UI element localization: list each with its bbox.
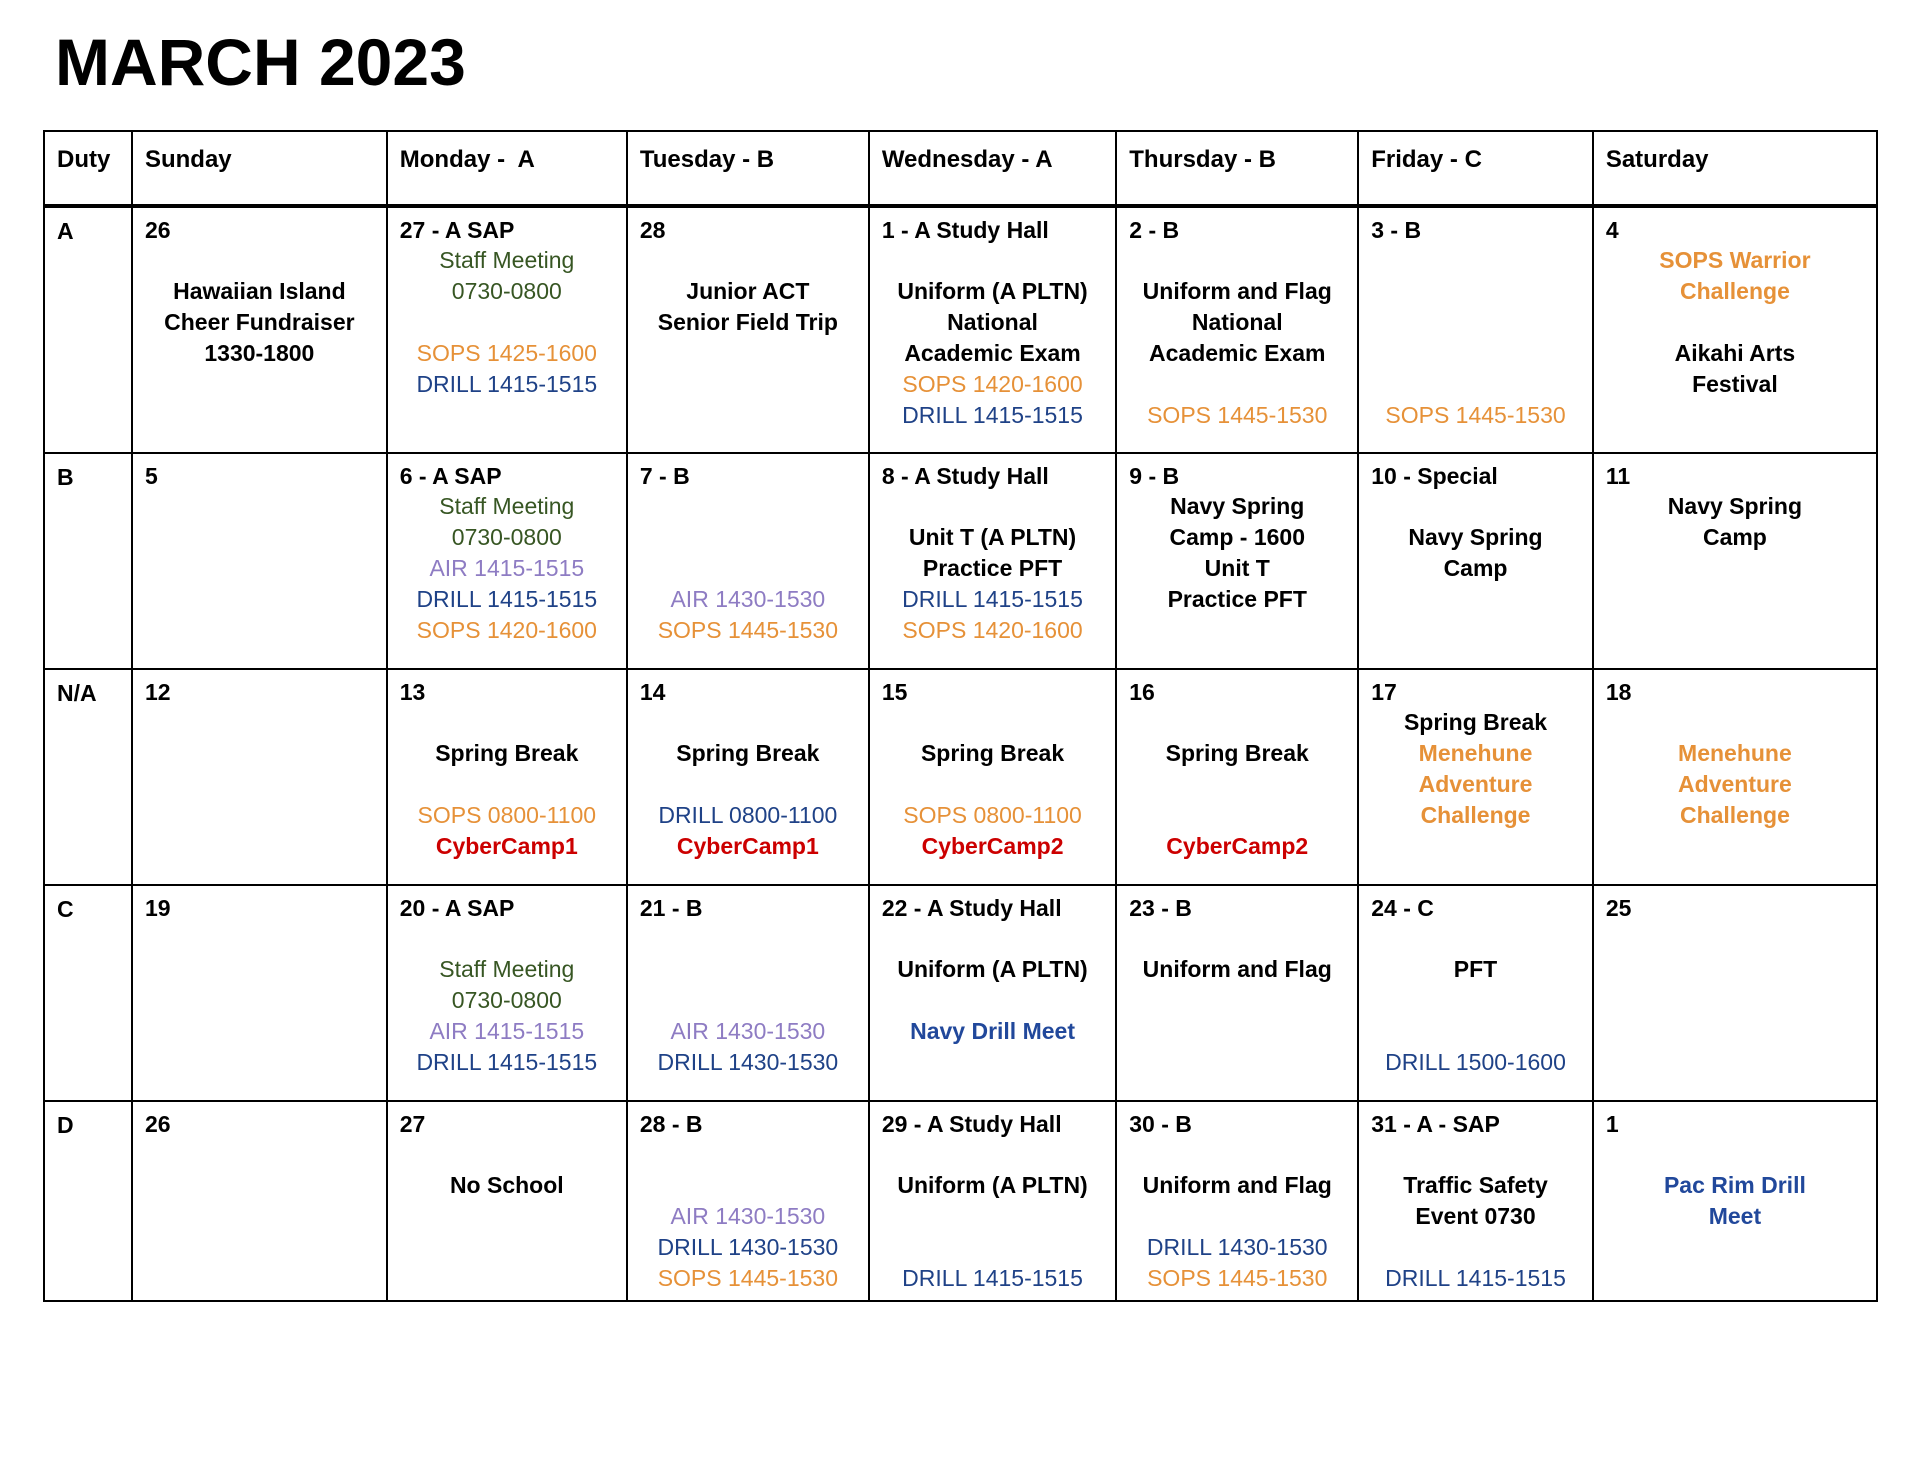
event-line: 0730-0800 xyxy=(451,278,562,304)
event-line: Staff Meeting xyxy=(439,493,575,519)
calendar-cell xyxy=(627,453,869,669)
spacer-line xyxy=(1359,338,1592,369)
event-line: Navy Spring xyxy=(1667,493,1803,519)
event-line: DRILL 1415-1515 xyxy=(416,371,598,397)
event-line: Spring Break xyxy=(1165,740,1309,766)
event-line: AIR 1430-1530 xyxy=(670,1203,826,1229)
duty-cell xyxy=(44,453,132,669)
calendar-cell xyxy=(869,885,1116,1101)
calendar-cell xyxy=(387,885,627,1101)
spacer-line xyxy=(1359,491,1592,522)
event-line: Navy Spring xyxy=(1408,524,1543,550)
calendar-cell xyxy=(1593,669,1877,885)
event-line: Academic Exam xyxy=(904,340,1081,366)
spacer-line xyxy=(628,553,868,584)
day-number: 29 - A Study Hall xyxy=(881,1111,1062,1137)
calendar-cell xyxy=(627,206,869,453)
day-number: 14 xyxy=(639,679,666,705)
spacer-line xyxy=(1117,707,1357,738)
calendar-cell xyxy=(1593,885,1877,1101)
spacer-line xyxy=(870,245,1115,276)
event-line: SOPS 0800-1100 xyxy=(903,802,1082,828)
day-number: 5 xyxy=(144,463,158,489)
duty-cell xyxy=(44,885,132,1101)
day-number: 7 - B xyxy=(639,463,690,489)
day-number: 31 - A - SAP xyxy=(1371,1111,1500,1137)
event-line: Spring Break xyxy=(676,740,820,766)
event-line: 1330-1800 xyxy=(204,340,315,366)
event-line: Camp xyxy=(1702,524,1767,550)
spacer-line xyxy=(628,985,868,1016)
spacer-line xyxy=(1117,245,1357,276)
event-line: Meet xyxy=(1708,1203,1762,1229)
calendar-cell xyxy=(132,1101,387,1301)
event-line: Challenge xyxy=(1420,802,1531,828)
spacer-line xyxy=(870,923,1115,954)
header-cell-5: Thursday - B xyxy=(1116,131,1358,206)
calendar-cell xyxy=(869,1101,1116,1301)
spacer-line xyxy=(628,923,868,954)
day-number: 21 - B xyxy=(639,895,703,921)
event-line: AIR 1430-1530 xyxy=(670,1018,826,1044)
event-line: SOPS Warrior xyxy=(1659,247,1811,273)
day-number: 4 xyxy=(1605,217,1619,243)
event-line: Aikahi Arts xyxy=(1674,340,1796,366)
event-line: DRILL 1500-1600 xyxy=(1385,1049,1566,1075)
day-number: 16 xyxy=(1129,679,1155,705)
calendar-cell xyxy=(1116,1101,1358,1301)
duty-label: A xyxy=(57,218,74,244)
event-line: DRILL 0800-1100 xyxy=(658,802,838,828)
calendar-cell xyxy=(387,1101,627,1301)
spacer-line xyxy=(1359,307,1592,338)
event-line: SOPS 1445-1530 xyxy=(657,1265,838,1291)
calendar-cell xyxy=(1358,669,1593,885)
calendar-cell xyxy=(1358,1101,1593,1301)
calendar-cell xyxy=(627,669,869,885)
event-line: Navy Drill Meet xyxy=(910,1018,1075,1044)
day-number: 15 xyxy=(881,679,908,705)
calendar-cell xyxy=(1358,206,1593,453)
event-line: Pac Rim Drill xyxy=(1663,1172,1806,1198)
day-number: 26 xyxy=(144,1111,171,1137)
calendar-body xyxy=(44,206,1877,1301)
day-number: 1 xyxy=(1605,1111,1619,1137)
event-line: Menehune xyxy=(1418,740,1533,766)
header-cell-0: Duty xyxy=(44,131,132,206)
event-line: AIR 1415-1515 xyxy=(429,555,585,581)
event-line: Staff Meeting xyxy=(439,956,575,982)
calendar-cell xyxy=(869,669,1116,885)
spacer-line xyxy=(1359,276,1592,307)
day-number: 28 xyxy=(639,217,666,243)
event-line: DRILL 1415-1515 xyxy=(416,586,598,612)
event-line: SOPS 1420-1600 xyxy=(902,371,1083,397)
event-line: CyberCamp1 xyxy=(435,833,578,859)
event-line: SOPS 1425-1600 xyxy=(416,340,597,366)
spacer-line xyxy=(133,245,386,276)
spacer-line xyxy=(388,307,626,338)
calendar-cell xyxy=(132,669,387,885)
event-line: Challenge xyxy=(1679,278,1790,304)
day-number: 13 xyxy=(399,679,426,705)
day-number: 17 xyxy=(1371,679,1397,705)
event-line: SOPS 0800-1100 xyxy=(417,802,597,828)
day-number: 28 - B xyxy=(639,1111,703,1137)
spacer-line xyxy=(1359,1016,1592,1047)
event-line: National xyxy=(1191,309,1283,335)
spacer-line xyxy=(1117,1139,1357,1170)
calendar-cell xyxy=(627,1101,869,1301)
event-line: AIR 1430-1530 xyxy=(670,586,826,612)
spacer-line xyxy=(870,769,1115,800)
event-line: CyberCamp2 xyxy=(921,833,1064,859)
spacer-line xyxy=(870,707,1115,738)
day-number: 19 xyxy=(144,895,171,921)
spacer-line xyxy=(1117,1201,1357,1232)
event-line: Uniform (A PLTN) xyxy=(897,1172,1088,1198)
event-line: AIR 1415-1515 xyxy=(429,1018,585,1044)
spacer-line xyxy=(1117,800,1357,831)
event-line: SOPS 1420-1600 xyxy=(416,617,597,643)
event-line: Festival xyxy=(1692,371,1778,397)
event-line: Staff Meeting xyxy=(439,247,575,273)
header-cell-4: Wednesday - A xyxy=(869,131,1116,206)
spacer-line xyxy=(1359,923,1592,954)
event-line: DRILL 1415-1515 xyxy=(416,1049,598,1075)
event-line: PFT xyxy=(1453,956,1498,982)
event-line: Spring Break xyxy=(435,740,579,766)
header-cell-7: Saturday xyxy=(1593,131,1877,206)
calendar-cell xyxy=(387,206,627,453)
event-line: DRILL 1430-1530 xyxy=(657,1234,839,1260)
event-line: Camp - 1600 xyxy=(1169,524,1305,550)
event-line: Camp xyxy=(1443,555,1508,581)
duty-cell xyxy=(44,1101,132,1301)
event-line: Unit T (A PLTN) xyxy=(908,524,1077,550)
header-cell-6: Friday - C xyxy=(1358,131,1593,206)
event-line: Unit T xyxy=(1204,555,1270,581)
day-number: 18 xyxy=(1605,679,1632,705)
spacer-line xyxy=(870,491,1115,522)
day-number: 27 - A SAP xyxy=(399,217,515,243)
spacer-line xyxy=(628,707,868,738)
event-line: DRILL 1430-1530 xyxy=(1146,1234,1328,1260)
event-line: CyberCamp1 xyxy=(676,833,819,859)
spacer-line xyxy=(870,1201,1115,1232)
event-line: DRILL 1415-1515 xyxy=(902,402,1083,428)
spacer-line xyxy=(1594,1139,1876,1170)
event-line: Hawaiian Island xyxy=(173,278,346,304)
day-number: 30 - B xyxy=(1129,1111,1192,1137)
spacer-line xyxy=(1359,1232,1592,1263)
duty-label: N/A xyxy=(57,680,97,706)
page-title: MARCH 2023 xyxy=(55,25,466,99)
event-line: Challenge xyxy=(1679,802,1790,828)
event-line: Junior ACT xyxy=(686,278,810,304)
spacer-line xyxy=(628,954,868,985)
event-line: Practice PFT xyxy=(1167,586,1307,612)
spacer-line xyxy=(628,491,868,522)
calendar-row-a xyxy=(44,206,1877,453)
event-line: Event 0730 xyxy=(1415,1203,1536,1229)
event-line: SOPS 1420-1600 xyxy=(902,617,1083,643)
event-line: Menehune xyxy=(1678,740,1792,766)
duty-label: C xyxy=(57,896,74,922)
calendar-cell xyxy=(1593,1101,1877,1301)
event-line: DRILL 1415-1515 xyxy=(1385,1265,1566,1291)
event-line: Uniform (A PLTN) xyxy=(897,956,1088,982)
event-line: Spring Break xyxy=(920,740,1065,766)
calendar-header-row xyxy=(44,131,1877,206)
duty-cell xyxy=(44,669,132,885)
spacer-line xyxy=(1117,769,1357,800)
calendar-cell xyxy=(387,669,627,885)
event-line: Adventure xyxy=(1678,771,1792,797)
calendar-cell xyxy=(132,206,387,453)
event-line: Senior Field Trip xyxy=(657,309,838,335)
duty-label: B xyxy=(57,464,74,490)
calendar-cell xyxy=(132,885,387,1101)
spacer-line xyxy=(870,1139,1115,1170)
calendar-cell xyxy=(1116,453,1358,669)
spacer-line xyxy=(1359,985,1592,1016)
spacer-line xyxy=(1594,707,1876,738)
event-line: Uniform and Flag xyxy=(1142,278,1332,304)
spacer-line xyxy=(1117,369,1357,400)
event-line: 0730-0800 xyxy=(451,524,562,550)
calendar-row-c xyxy=(44,885,1877,1101)
spacer-line xyxy=(388,923,626,954)
calendar-cell xyxy=(1116,885,1358,1101)
spacer-line xyxy=(1117,923,1357,954)
day-number: 9 - B xyxy=(1129,463,1180,489)
calendar-cell xyxy=(1116,669,1358,885)
event-line: SOPS 1445-1530 xyxy=(657,617,838,643)
header-cell-2: Monday - A xyxy=(387,131,627,206)
calendar-row-b xyxy=(44,453,1877,669)
event-line: Academic Exam xyxy=(1149,340,1326,366)
spacer-line xyxy=(628,245,868,276)
calendar-cell xyxy=(869,206,1116,453)
calendar-cell xyxy=(1116,206,1358,453)
event-line: Navy Spring xyxy=(1170,493,1305,519)
calendar-row-d xyxy=(44,1101,1877,1301)
event-line: Uniform and Flag xyxy=(1142,1172,1332,1198)
day-number: 2 - B xyxy=(1129,217,1180,243)
spacer-line xyxy=(1359,1139,1592,1170)
day-number: 10 - Special xyxy=(1371,463,1498,489)
event-line: DRILL 1415-1515 xyxy=(902,1265,1083,1291)
day-number: 22 - A Study Hall xyxy=(881,895,1062,921)
calendar-cell xyxy=(132,453,387,669)
event-line: SOPS 1445-1530 xyxy=(1385,402,1566,428)
event-line: Practice PFT xyxy=(922,555,1063,581)
event-line: Traffic Safety xyxy=(1403,1172,1548,1198)
calendar-row-na xyxy=(44,669,1877,885)
day-number: 12 xyxy=(144,679,171,705)
event-line: Spring Break xyxy=(1403,709,1548,735)
spacer-line xyxy=(870,985,1115,1016)
event-line: DRILL 1415-1515 xyxy=(902,586,1083,612)
day-number: 26 xyxy=(144,217,171,243)
spacer-line xyxy=(388,1139,626,1170)
duty-label: D xyxy=(57,1112,74,1138)
spacer-line xyxy=(1594,307,1876,338)
spacer-line xyxy=(628,769,868,800)
day-number: 25 xyxy=(1605,895,1632,921)
day-number: 6 - A SAP xyxy=(399,463,502,489)
calendar-cell xyxy=(1358,885,1593,1101)
day-number: 1 - A Study Hall xyxy=(881,217,1049,243)
day-number: 3 - B xyxy=(1371,217,1422,243)
day-number: 20 - A SAP xyxy=(399,895,515,921)
event-line: National xyxy=(947,309,1038,335)
spacer-line xyxy=(628,1139,868,1170)
day-number: 24 - C xyxy=(1371,895,1434,921)
event-line: No School xyxy=(449,1172,564,1198)
spacer-line xyxy=(388,769,626,800)
calendar-cell xyxy=(1358,453,1593,669)
calendar-table xyxy=(43,130,1878,1302)
spacer-line xyxy=(388,707,626,738)
day-number: 23 - B xyxy=(1129,895,1192,921)
day-number: 8 - A Study Hall xyxy=(881,463,1049,489)
event-line: SOPS 1445-1530 xyxy=(1147,1265,1328,1291)
header-cell-3: Tuesday - B xyxy=(627,131,869,206)
event-line: DRILL 1430-1530 xyxy=(657,1049,839,1075)
event-line: Uniform (A PLTN) xyxy=(897,278,1088,304)
day-number: 27 xyxy=(399,1111,426,1137)
spacer-line xyxy=(870,1232,1115,1263)
calendar-cell xyxy=(627,885,869,1101)
duty-cell xyxy=(44,206,132,453)
event-line: Adventure xyxy=(1418,771,1533,797)
spacer-line xyxy=(1359,369,1592,400)
event-line: CyberCamp2 xyxy=(1166,833,1309,859)
calendar-cell xyxy=(869,453,1116,669)
spacer-line xyxy=(628,522,868,553)
event-line: Cheer Fundraiser xyxy=(164,309,355,335)
calendar-cell xyxy=(1593,453,1877,669)
header-cell-1: Sunday xyxy=(132,131,387,206)
event-line: 0730-0800 xyxy=(451,987,562,1013)
event-line: Uniform and Flag xyxy=(1142,956,1332,982)
spacer-line xyxy=(1359,245,1592,276)
spacer-line xyxy=(628,1170,868,1201)
calendar-cell xyxy=(387,453,627,669)
calendar-cell xyxy=(1593,206,1877,453)
event-line: SOPS 1445-1530 xyxy=(1147,402,1328,428)
day-number: 11 xyxy=(1605,463,1631,489)
